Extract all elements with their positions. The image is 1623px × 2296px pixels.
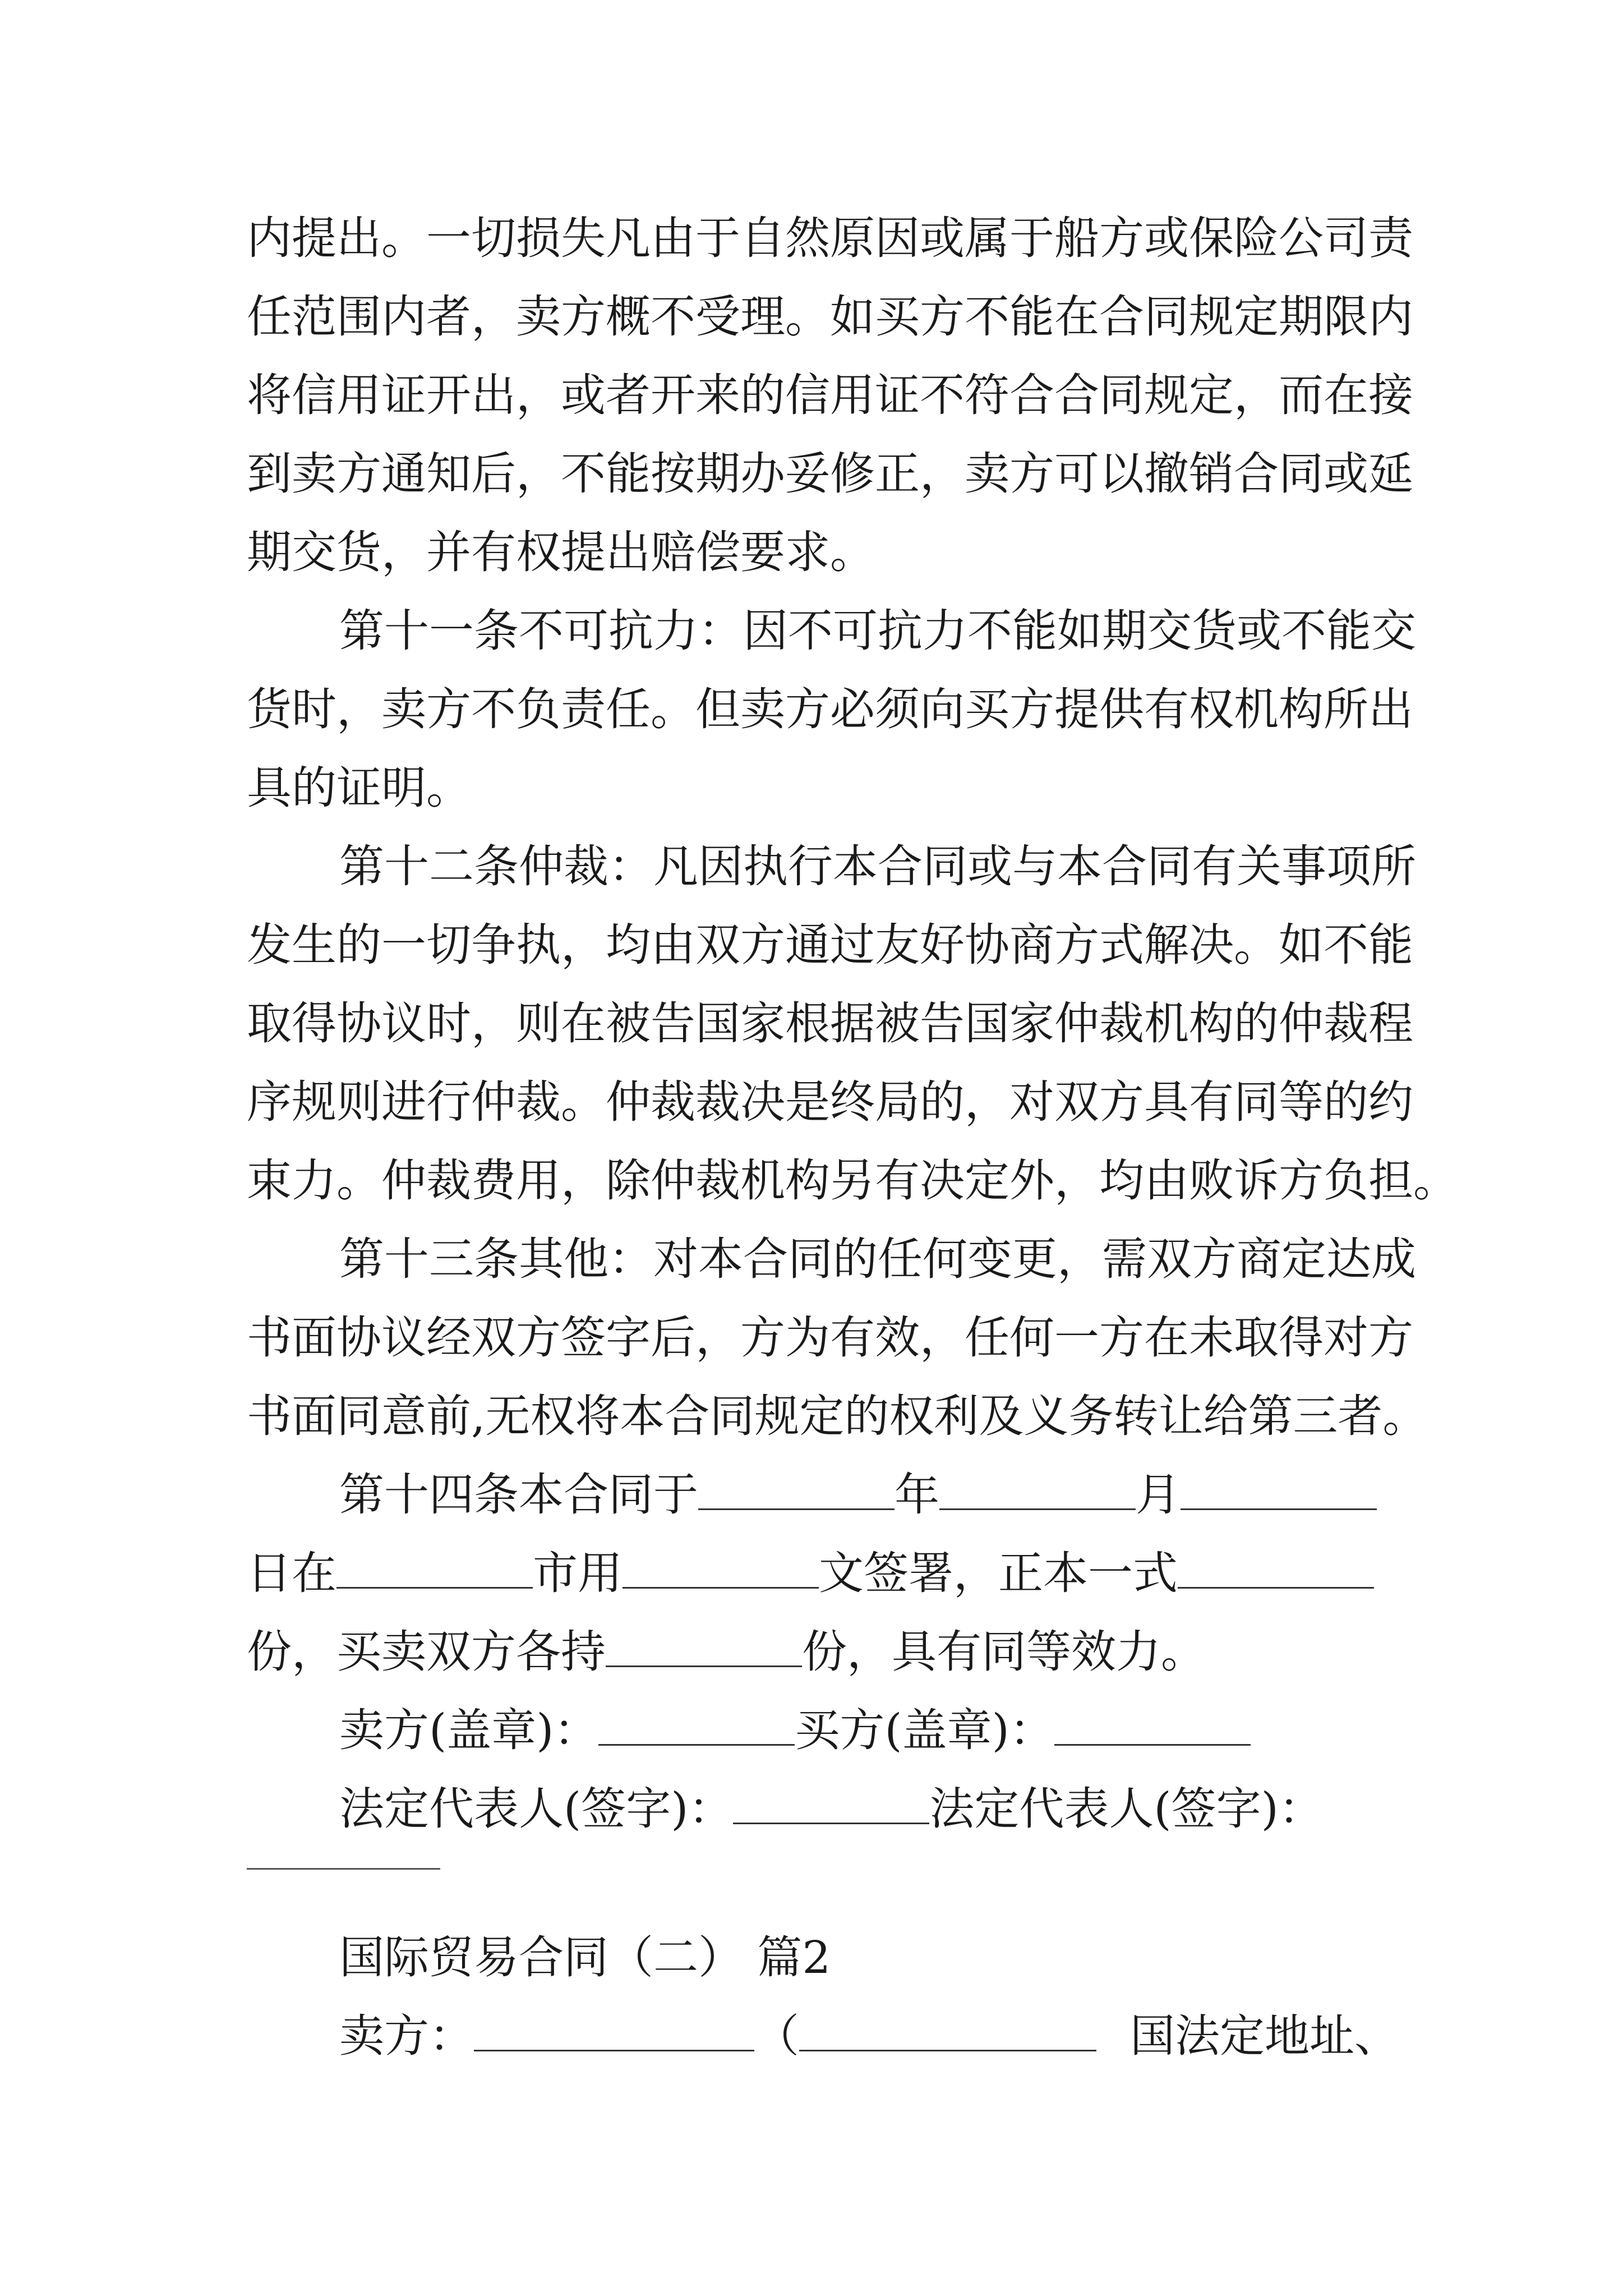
paragraph-line: 任范围内者，卖方概不受理。如买方不能在合同规定期限内 — [247, 291, 1413, 343]
article-12-line: 束力。仲裁费用，除仲裁机构另有决定外，均由败诉方负担。 — [247, 1154, 1458, 1207]
paragraph-line: 期交货，并有权提出赔偿要求。 — [247, 526, 875, 578]
seal-line — [339, 1703, 1251, 1759]
seller-name-blank[interactable] — [474, 2010, 754, 2051]
seller-label: 卖方： — [339, 2010, 474, 2062]
article-12-line: 取得协议时，则在被告国家根据被告国家仲裁机构的仲裁程 — [247, 997, 1413, 1050]
paragraph-line: 内提出。一切损失凡由于自然原因或属于船方或保险公司责 — [247, 212, 1413, 264]
seller-country-blank[interactable] — [799, 2010, 1096, 2051]
buyer-seal-label: 买方(盖章)： — [795, 1704, 1054, 1756]
language-blank[interactable] — [623, 1548, 819, 1589]
article-11-line: 货时，卖方不负责任。但卖方必须向买方提供有权机构所出 — [247, 683, 1413, 735]
seller-legal-rep-label: 法定代表人(签字)： — [339, 1783, 734, 1835]
article-14-text: 日在 — [247, 1547, 336, 1599]
article-14-text: 份，买卖双方各持 — [247, 1626, 606, 1678]
article-14-text: 月 — [1136, 1469, 1181, 1521]
article-14-text: 第十四条本合同于 — [339, 1469, 698, 1521]
article-14-text: 文签署，正本一式 — [819, 1547, 1178, 1599]
buyer-seal-blank[interactable] — [1054, 1705, 1251, 1746]
day-blank[interactable] — [1181, 1469, 1377, 1510]
article-14-line-2 — [247, 1545, 1374, 1602]
article-14-line-3 — [247, 1624, 1206, 1680]
each-party-copies-blank[interactable] — [606, 1626, 802, 1667]
paragraph-line: 将信用证开出，或者开来的信用证不符合合同规定，而在接 — [247, 369, 1413, 421]
city-blank[interactable] — [336, 1548, 533, 1589]
section-2-title: 国际贸易合同（二） 篇2 — [339, 1931, 831, 1984]
article-14-text: 年 — [895, 1469, 939, 1521]
year-blank[interactable] — [698, 1469, 895, 1510]
article-13-line: 书面协议经双方签字后，方为有效，任何一方在未取得对方 — [247, 1312, 1413, 1364]
open-paren: （ — [754, 2010, 799, 2062]
article-11-line: 第十一条不可抗力：因不可抗力不能如期交货或不能交 — [339, 605, 1416, 657]
article-13-line: 第十三条其他：对本合同的任何变更，需双方商定达成 — [339, 1233, 1416, 1285]
article-13-line: 书面同意前,无权将本合同规定的权利及义务转让给第三者。 — [247, 1390, 1428, 1442]
copies-blank[interactable] — [1178, 1548, 1374, 1589]
seller-seal-label: 卖方(盖章)： — [339, 1704, 599, 1756]
month-blank[interactable] — [939, 1469, 1136, 1510]
article-12-line: 第十二条仲裁：凡因执行本合同或与本合同有关事项所 — [339, 840, 1416, 892]
article-12-line: 发生的一切争执，均由双方通过友好协商方式解决。如不能 — [247, 919, 1413, 971]
article-14-text: 份，具有同等效力。 — [802, 1626, 1206, 1678]
buyer-legal-rep-label: 法定代表人(签字)： — [929, 1783, 1324, 1835]
paragraph-line: 到卖方通知后，不能按期办妥修正，卖方可以撤销合同或延 — [247, 448, 1413, 500]
legal-rep-line — [339, 1781, 1324, 1837]
section-2-seller-line — [339, 2008, 1399, 2064]
article-14-line-1 — [339, 1467, 1377, 1523]
article-14-text: 市用 — [533, 1547, 623, 1599]
address-label: 国法定地址、 — [1130, 2010, 1399, 2062]
section-divider — [247, 1868, 440, 1870]
seller-legal-rep-blank[interactable] — [733, 1783, 929, 1824]
article-12-line: 序规则进行仲裁。仲裁裁决是终局的，对双方具有同等的约 — [247, 1076, 1413, 1128]
seller-seal-blank[interactable] — [598, 1705, 795, 1746]
article-11-line: 具的证明。 — [247, 762, 471, 814]
